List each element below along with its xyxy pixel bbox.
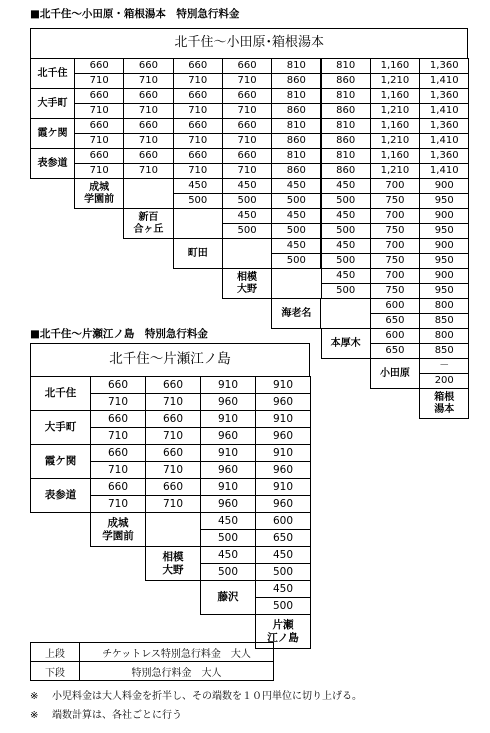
fare-cell: 710 — [90, 393, 146, 411]
station-label: 海老名 — [271, 298, 321, 329]
fare-cell: 660 — [123, 148, 173, 164]
fare-cell: 960 — [200, 427, 256, 445]
fare-cell: 710 — [90, 495, 146, 513]
fare-cell: 710 — [123, 163, 173, 179]
fare-cell: 850 — [419, 313, 469, 329]
fare-cell: 660 — [222, 118, 272, 134]
fare-cell: 700 — [370, 268, 420, 284]
fare-cell: 660 — [74, 118, 124, 134]
fare-cell: 450 — [200, 512, 256, 530]
fare-cell: 900 — [419, 268, 469, 284]
fare-cell: 810 — [271, 58, 321, 74]
fare-cell: 1,210 — [370, 133, 420, 149]
fare-cell: 950 — [419, 253, 469, 269]
legend-lower-label: 下段 — [30, 661, 80, 681]
fare-cell: 1,160 — [370, 88, 420, 104]
fare-cell: 710 — [74, 163, 124, 179]
fare-cell: 810 — [271, 148, 321, 164]
fare-cell: 660 — [222, 58, 272, 74]
fare-cell: 450 — [271, 238, 321, 254]
fare-cell: 500 — [255, 597, 311, 615]
fare-cell: 500 — [222, 223, 272, 239]
fare-cell: 660 — [90, 444, 146, 462]
fare-cell: 710 — [123, 103, 173, 119]
fare-cell: 1,360 — [419, 88, 469, 104]
station-label: 片瀬 江ノ島 — [255, 614, 311, 649]
fare-cell: 710 — [222, 103, 272, 119]
fare-cell: 500 — [200, 529, 256, 547]
fare-cell: 600 — [255, 512, 311, 530]
fare-cell: 960 — [255, 427, 311, 445]
note-rounding — [30, 706, 182, 721]
fare-cell: 710 — [74, 133, 124, 149]
fare-cell: 1,410 — [419, 163, 469, 179]
fare-cell: 710 — [145, 393, 201, 411]
fare-cell: 660 — [145, 478, 201, 496]
fare-cell: 850 — [419, 343, 469, 359]
fare-cell: 660 — [145, 410, 201, 428]
fare-cell: 810 — [271, 88, 321, 104]
fare-cell: 450 — [271, 178, 321, 194]
fare-cell: 660 — [90, 376, 146, 394]
fare-cell: 810 — [321, 118, 371, 134]
fare-cell: 810 — [321, 88, 371, 104]
fare-cell: 900 — [419, 208, 469, 224]
fare-cell: 710 — [222, 163, 272, 179]
fare-cell: 710 — [90, 427, 146, 445]
table-header: 北千住～小田原･箱根湯本 — [30, 28, 468, 59]
fare-cell: 800 — [419, 328, 469, 344]
fare-cell: 500 — [173, 193, 223, 209]
fare-cell: 710 — [145, 427, 201, 445]
station-label: 相模 大野 — [222, 268, 272, 299]
fare-cell: 950 — [419, 283, 469, 299]
fare-cell: 660 — [173, 58, 223, 74]
fare-cell: 1,160 — [370, 148, 420, 164]
fare-cell: 660 — [74, 58, 124, 74]
fare-cell: 900 — [419, 178, 469, 194]
fare-cell: 960 — [255, 393, 311, 411]
fare-cell: 500 — [271, 193, 321, 209]
fare-cell: 660 — [173, 88, 223, 104]
fare-cell: 500 — [271, 223, 321, 239]
fare-cell: 450 — [321, 208, 371, 224]
legend-lower-desc: 特別急行料金 大人 — [79, 661, 274, 681]
station-label: 町田 — [173, 238, 223, 269]
fare-cell: 1,210 — [370, 103, 420, 119]
fare-cell: 860 — [271, 163, 321, 179]
table-header: 北千住～片瀬江ノ島 — [30, 343, 310, 377]
legend-upper-label: 上段 — [30, 642, 80, 662]
fare-cell: 910 — [255, 444, 311, 462]
fare-cell: 710 — [145, 495, 201, 513]
fare-cell: 950 — [419, 193, 469, 209]
fare-cell: 750 — [370, 283, 420, 299]
fare-cell: 1,360 — [419, 118, 469, 134]
fare-cell: 450 — [321, 268, 371, 284]
fare-cell: 860 — [271, 73, 321, 89]
note-text: 端数計算は、各社ごとに行う — [52, 710, 182, 721]
station-label: 藤沢 — [200, 580, 256, 615]
fare-cell: 450 — [200, 546, 256, 564]
fare-cell: 660 — [90, 478, 146, 496]
fare-cell: 750 — [370, 253, 420, 269]
fare-cell: 450 — [321, 238, 371, 254]
fare-cell: － — [419, 358, 469, 374]
fare-cell: 710 — [173, 133, 223, 149]
fare-cell: 910 — [255, 410, 311, 428]
fare-cell: 450 — [222, 178, 272, 194]
fare-cell: 500 — [255, 563, 311, 581]
fare-cell: 910 — [200, 444, 256, 462]
fare-cell: 500 — [321, 253, 371, 269]
note-mark: ※ — [30, 691, 39, 702]
fare-cell: 810 — [321, 58, 371, 74]
fare-cell: 1,360 — [419, 148, 469, 164]
legend-upper-desc: チケットレス特別急行料金 大人 — [79, 642, 274, 662]
station-label: 表参道 — [30, 478, 91, 513]
fare-cell: 650 — [255, 529, 311, 547]
fare-cell: 1,210 — [370, 163, 420, 179]
fare-cell: 710 — [90, 461, 146, 479]
station-label: 北千住 — [30, 376, 91, 411]
fare-cell: 1,410 — [419, 73, 469, 89]
fare-cell: 960 — [255, 495, 311, 513]
fare-cell: 910 — [255, 478, 311, 496]
fare-cell: 860 — [321, 163, 371, 179]
fare-cell: 860 — [321, 73, 371, 89]
fare-cell: 660 — [90, 410, 146, 428]
station-label: 小田原 — [370, 358, 420, 389]
fare-cell: 650 — [370, 313, 420, 329]
fare-cell: 450 — [222, 208, 272, 224]
fare-cell: 650 — [370, 343, 420, 359]
fare-cell: 660 — [123, 58, 173, 74]
station-label: 北千住 — [30, 58, 75, 89]
fare-cell: 960 — [200, 495, 256, 513]
fare-cell: 660 — [123, 88, 173, 104]
station-label: 箱根 湯本 — [419, 388, 469, 419]
section2-title: ■北千住～片瀬江ノ島 特別急行料金 — [30, 328, 208, 340]
fare-cell: 1,160 — [370, 58, 420, 74]
fare-cell: 500 — [321, 193, 371, 209]
fare-cell: 860 — [321, 133, 371, 149]
fare-cell: 860 — [271, 133, 321, 149]
fare-cell: 1,210 — [370, 73, 420, 89]
fare-cell: 910 — [200, 410, 256, 428]
fare-cell: 960 — [255, 461, 311, 479]
fare-cell: 710 — [173, 163, 223, 179]
station-label: 新百 合ヶ丘 — [123, 208, 173, 239]
fare-cell: 710 — [123, 73, 173, 89]
station-label: 表参道 — [30, 148, 75, 179]
fare-cell: 860 — [321, 103, 371, 119]
station-label: 霞ケ関 — [30, 118, 75, 149]
fare-cell: 700 — [370, 178, 420, 194]
station-label: 本厚木 — [321, 328, 371, 359]
fare-cell: 1,360 — [419, 58, 469, 74]
fare-cell: 710 — [222, 133, 272, 149]
fare-cell: 710 — [145, 461, 201, 479]
fare-cell: 910 — [200, 376, 256, 394]
fare-cell: 660 — [222, 148, 272, 164]
station-label: 相模 大野 — [145, 546, 201, 581]
fare-cell: 810 — [271, 118, 321, 134]
fare-cell: 450 — [321, 178, 371, 194]
fare-cell: 450 — [255, 546, 311, 564]
section1-title: ■北千住～小田原・箱根湯本 特別急行料金 — [30, 8, 240, 20]
fare-cell: 710 — [173, 73, 223, 89]
fare-cell: 660 — [145, 376, 201, 394]
fare-cell: 700 — [370, 238, 420, 254]
station-label: 成城 学園前 — [74, 178, 124, 209]
fare-cell: 660 — [145, 444, 201, 462]
fare-cell: 500 — [271, 253, 321, 269]
fare-cell: 660 — [123, 118, 173, 134]
fare-cell: 660 — [173, 118, 223, 134]
note-text: 小児料金は大人料金を折半し、その端数を１０円単位に切り上げる。 — [52, 691, 362, 702]
fare-cell: 910 — [200, 478, 256, 496]
fare-cell: 1,160 — [370, 118, 420, 134]
fare-cell: 600 — [370, 298, 420, 314]
fare-cell: 710 — [74, 103, 124, 119]
fare-cell: 950 — [419, 223, 469, 239]
fare-cell: 910 — [255, 376, 311, 394]
fare-cell: 960 — [200, 461, 256, 479]
fare-cell: 710 — [123, 133, 173, 149]
station-label: 大手町 — [30, 410, 91, 445]
fare-cell: 1,410 — [419, 133, 469, 149]
fare-cell: 1,410 — [419, 103, 469, 119]
fare-cell: 800 — [419, 298, 469, 314]
fare-cell: 660 — [222, 88, 272, 104]
fare-cell: 660 — [74, 148, 124, 164]
fare-cell: 500 — [222, 193, 272, 209]
fare-cell: 900 — [419, 238, 469, 254]
fare-cell: 750 — [370, 223, 420, 239]
fare-cell: 500 — [321, 223, 371, 239]
fare-cell: 960 — [200, 393, 256, 411]
fare-cell: 450 — [255, 580, 311, 598]
fare-cell: 710 — [222, 73, 272, 89]
fare-cell: 660 — [74, 88, 124, 104]
fare-cell: 500 — [200, 563, 256, 581]
station-label: 霞ケ関 — [30, 444, 91, 479]
fare-cell: 750 — [370, 193, 420, 209]
fare-cell: 710 — [74, 73, 124, 89]
fare-cell: 700 — [370, 208, 420, 224]
station-label: 大手町 — [30, 88, 75, 119]
fare-cell: 710 — [173, 103, 223, 119]
fare-cell: 450 — [271, 208, 321, 224]
fare-cell: 600 — [370, 328, 420, 344]
fare-cell: 810 — [321, 148, 371, 164]
station-label: 成城 学園前 — [90, 512, 146, 547]
fare-cell: 500 — [321, 283, 371, 299]
note-mark: ※ — [30, 710, 39, 721]
fare-cell: 450 — [173, 178, 223, 194]
fare-cell: 860 — [271, 103, 321, 119]
fare-cell: 660 — [173, 148, 223, 164]
note-child-fare — [30, 687, 362, 702]
fare-cell: 200 — [419, 373, 469, 389]
